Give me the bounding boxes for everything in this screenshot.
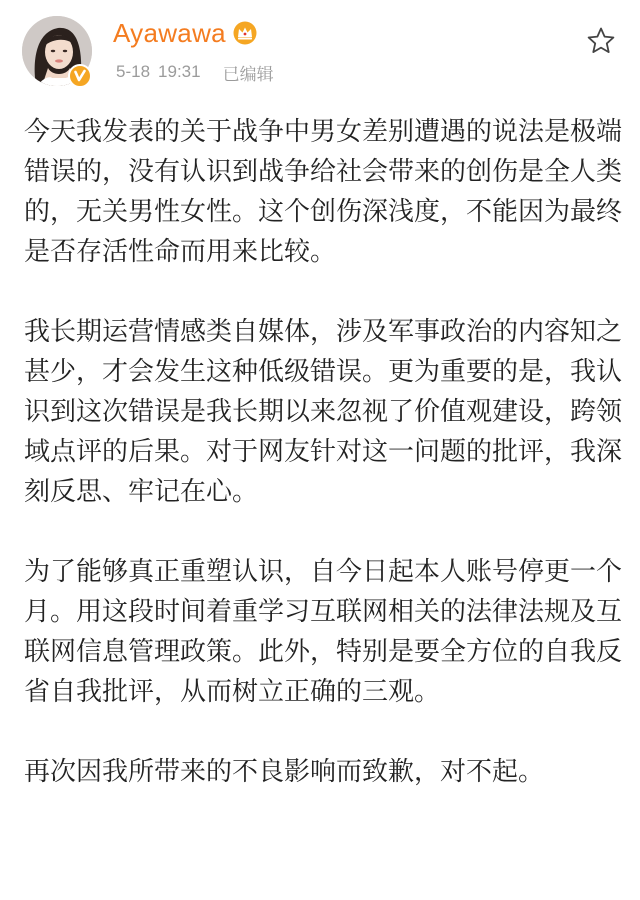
post-header	[0, 0, 640, 100]
favorite-button[interactable]	[586, 26, 616, 56]
star-icon	[586, 26, 616, 56]
post-meta	[116, 60, 274, 84]
username[interactable]: Ayawawa	[113, 17, 226, 48]
post-paragraph: 我长期运营情感类自媒体，涉及军事政治的内容知之甚少，才会发生这种低级错误。更为重要的是，我认识到这次错误是我长期以来忽视了价值观建设，跨领域点评的后果。对于网友针对这一问题的批评，我深刻反思、牢记在心。	[24, 317, 623, 507]
post-date: 5-18	[116, 62, 151, 81]
post-paragraph: 为了能够真正重塑认识，自今日起本人账号停更一个月。用这段时间着重学习互联网相关的法律法规及互联网信息管理政策。此外，特别是要全方位的自我反省自我批评，从而树立正确的三观。	[24, 557, 623, 707]
username-row	[113, 16, 258, 50]
post-paragraph: 再次因我所带来的不良影响而致歉，对不起。	[24, 757, 545, 787]
post-content	[24, 112, 624, 792]
verified-v-icon	[68, 64, 92, 88]
crown-icon	[232, 21, 258, 45]
post-paragraph: 今天我发表的关于战争中男女差别遭遇的说法是极端错误的，没有认识到战争给社会带来的创伤是全人类的，无关男性女性。这个创伤深浅度，不能因为最终是否存活性命而用来比较。	[24, 117, 623, 267]
post-time: 19:31	[158, 62, 201, 81]
edited-label[interactable]: 已编辑	[222, 64, 274, 84]
